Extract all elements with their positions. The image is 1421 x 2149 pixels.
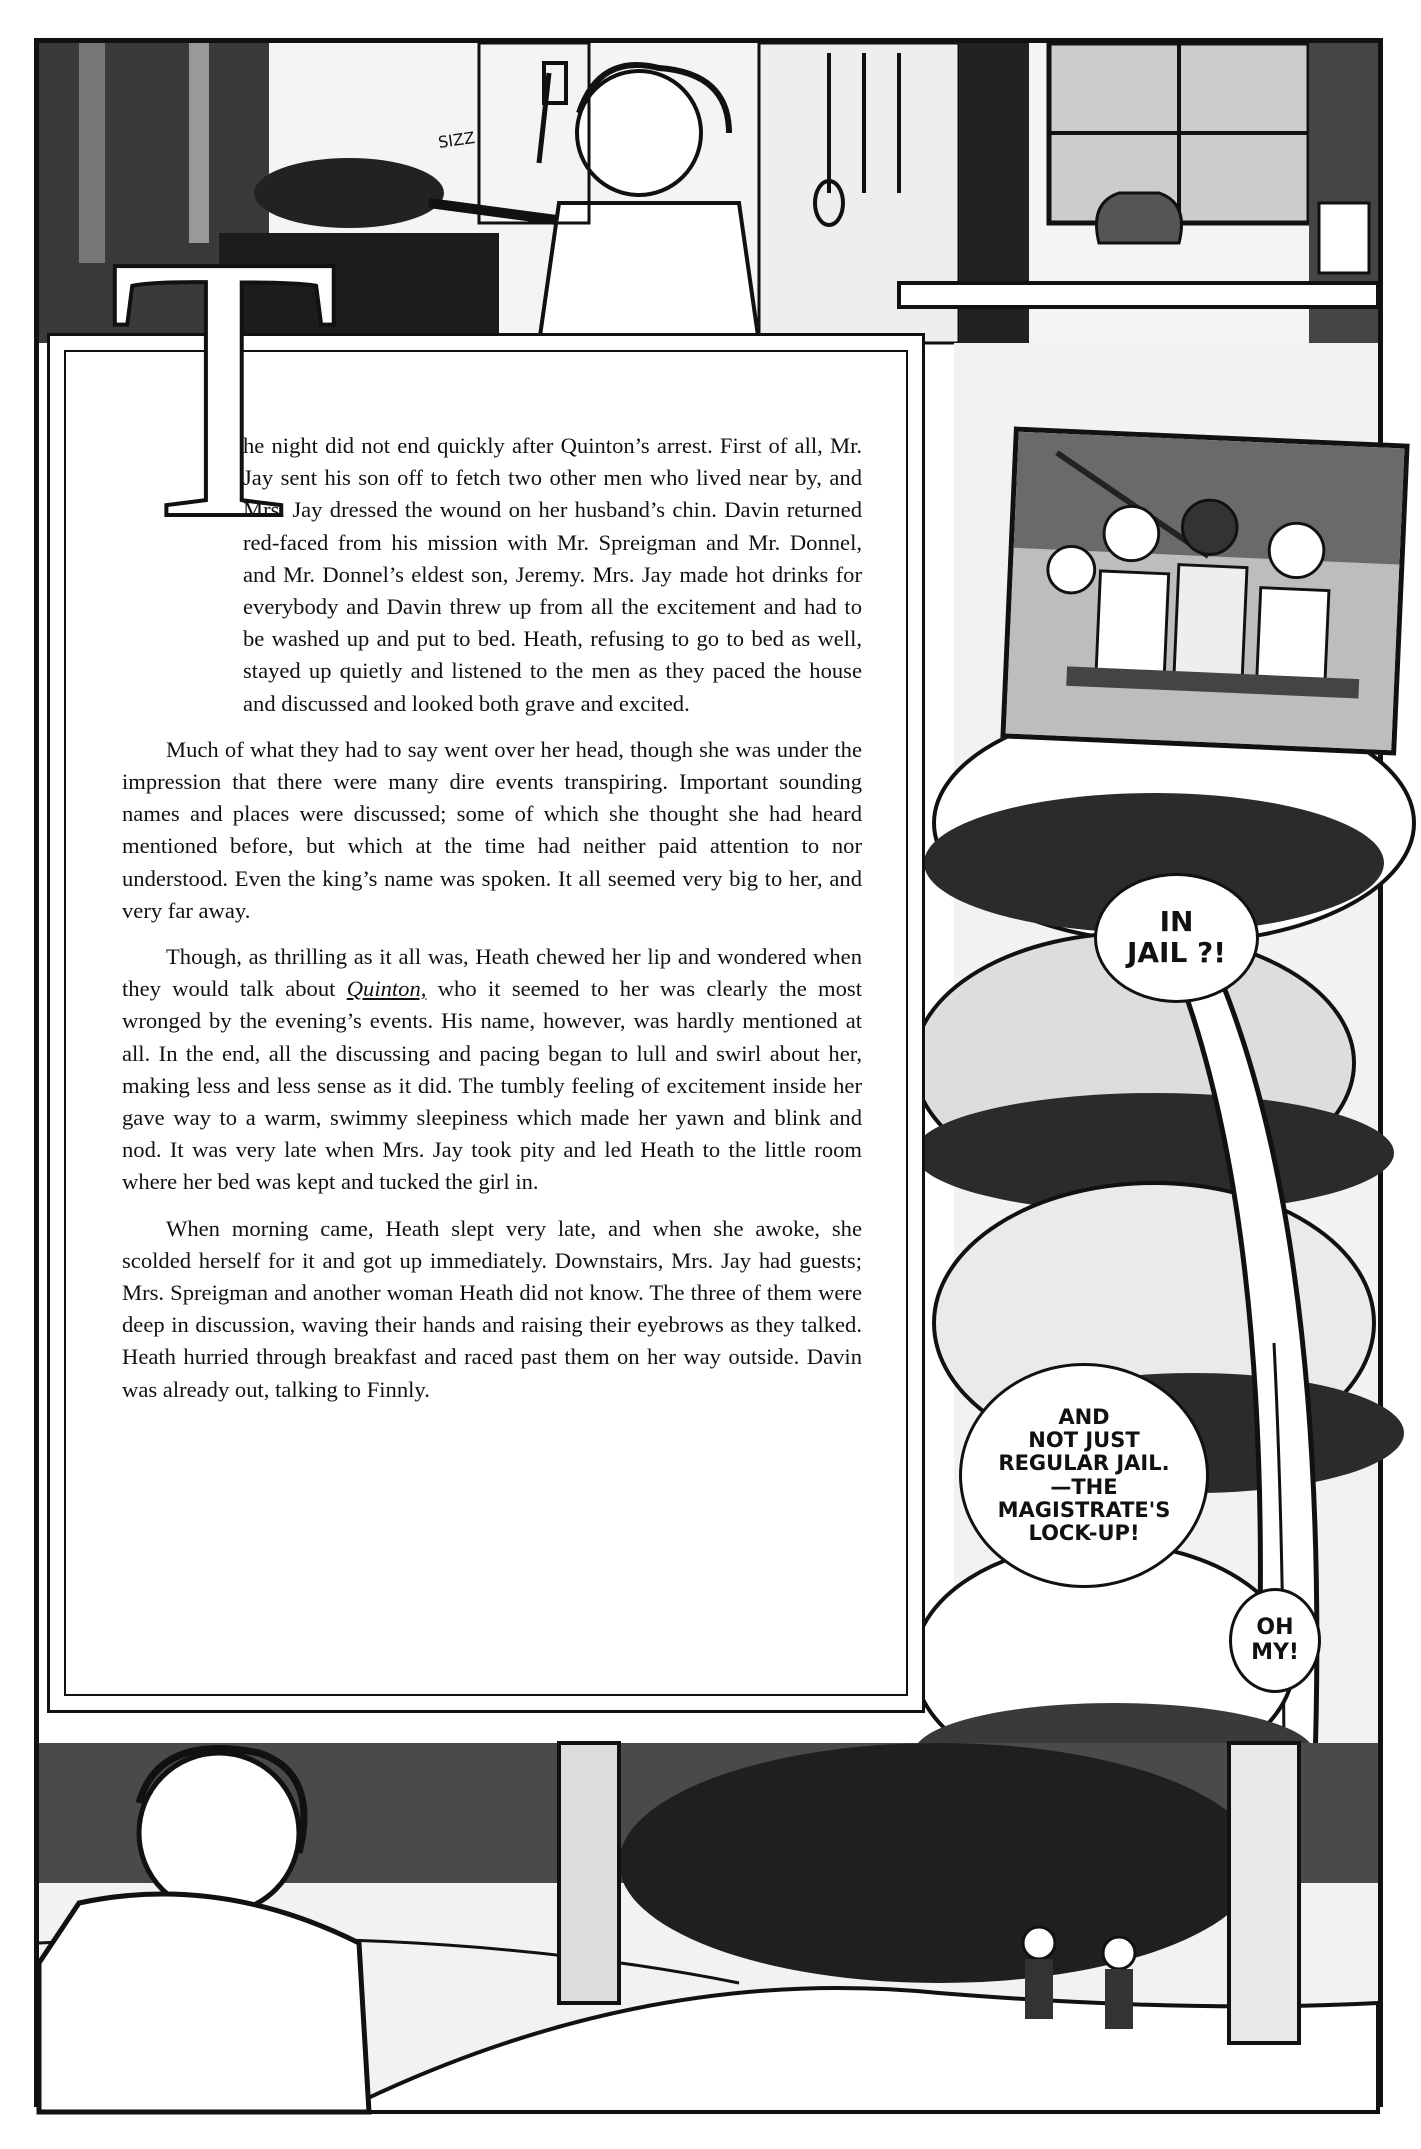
- path-illustration: [39, 1743, 1378, 2112]
- speech-balloon-magistrate: [959, 1363, 1209, 1588]
- inset-picture-women-at-table: [1000, 427, 1409, 756]
- story-paragraph-2: [122, 734, 862, 927]
- emphasized-name: Quinton,: [346, 976, 427, 1002]
- speech-balloon-oh-my: [1229, 1588, 1321, 1693]
- paragraph-text: he night did not end quickly after Quinton’s arrest. First of all, Mr. Jay sent his son off to fetch two other men who lived near by, and Mrs. Jay dressed the wound on her husband’s chin. Davin returned red-faced from his mission with Mr. Spreigman and Mr. Donnel, and Mr. Donnel’s eldest son, Jeremy. Mrs. Jay made hot drinks for everybody and Davin threw up from all the excitement and had to be washed up and put to bed. Heath, refusing to go to bed as well, stayed up quietly and listened to the men as they paced the house and discussed and looked both grave and excited.: [243, 433, 862, 716]
- balloon-text: OH MY!: [1251, 1615, 1299, 1665]
- drop-cap-text: T: [107, 177, 341, 598]
- story-paragraph-4: [122, 1213, 862, 1406]
- paragraph-text: who it seemed to her was clearly the most wronged by the evening’s events. His name, however, was hardly mentioned at all. In the end, all the discussing and pacing began to lull and swirl about her, making less and less sense as it did. The tumbly feeling of excitement inside her gave way to a warm, swimmy sleepiness which made her yawn and blink and nod. It was very late when Mrs. Jay took pity and led Heath to the little room where her bed was kept and tucked the girl in.: [122, 976, 862, 1195]
- story-paragraph-1: [122, 430, 862, 720]
- balloon-text: AND NOT JUST REGULAR JAIL. —THE MAGISTRATE'S LOCK-UP!: [997, 1405, 1171, 1545]
- paragraph-text: Though, as thrilling as it all was, Heath chewed her lip and wondered when they would talk about: [122, 944, 862, 1002]
- speech-balloon-in-jail: [1094, 873, 1259, 1003]
- sizzle-sfx: SIZZ: [436, 128, 476, 152]
- story-body: [122, 430, 862, 1420]
- paragraph-text: When morning came, Heath slept very late, and when she awoke, she scolded herself for it and got up immediately. Downstairs, Mrs. Jay had guests; Mrs. Spreigman and another woman Heath did not know. The three of them were deep in discussion, waving their hands and raising their eyebrows as they talked. Heath hurried through breakfast and raced past them on her way outside. Davin was already out, talking to Finnly.: [122, 1215, 862, 1402]
- story-paragraph-3: [122, 941, 862, 1199]
- balloon-text: IN JAIL ?!: [1126, 905, 1227, 969]
- paragraph-text: Much of what they had to say went over her head, though she was under the impression that there were many dire events transpiring. Important sounding names and places were discussed; some of which she thought she had heard mentioned before, but which at the time had neither paid attention to nor understood. Even the king’s name was spoken. It all seemed very big to her, and very far away.: [122, 736, 862, 923]
